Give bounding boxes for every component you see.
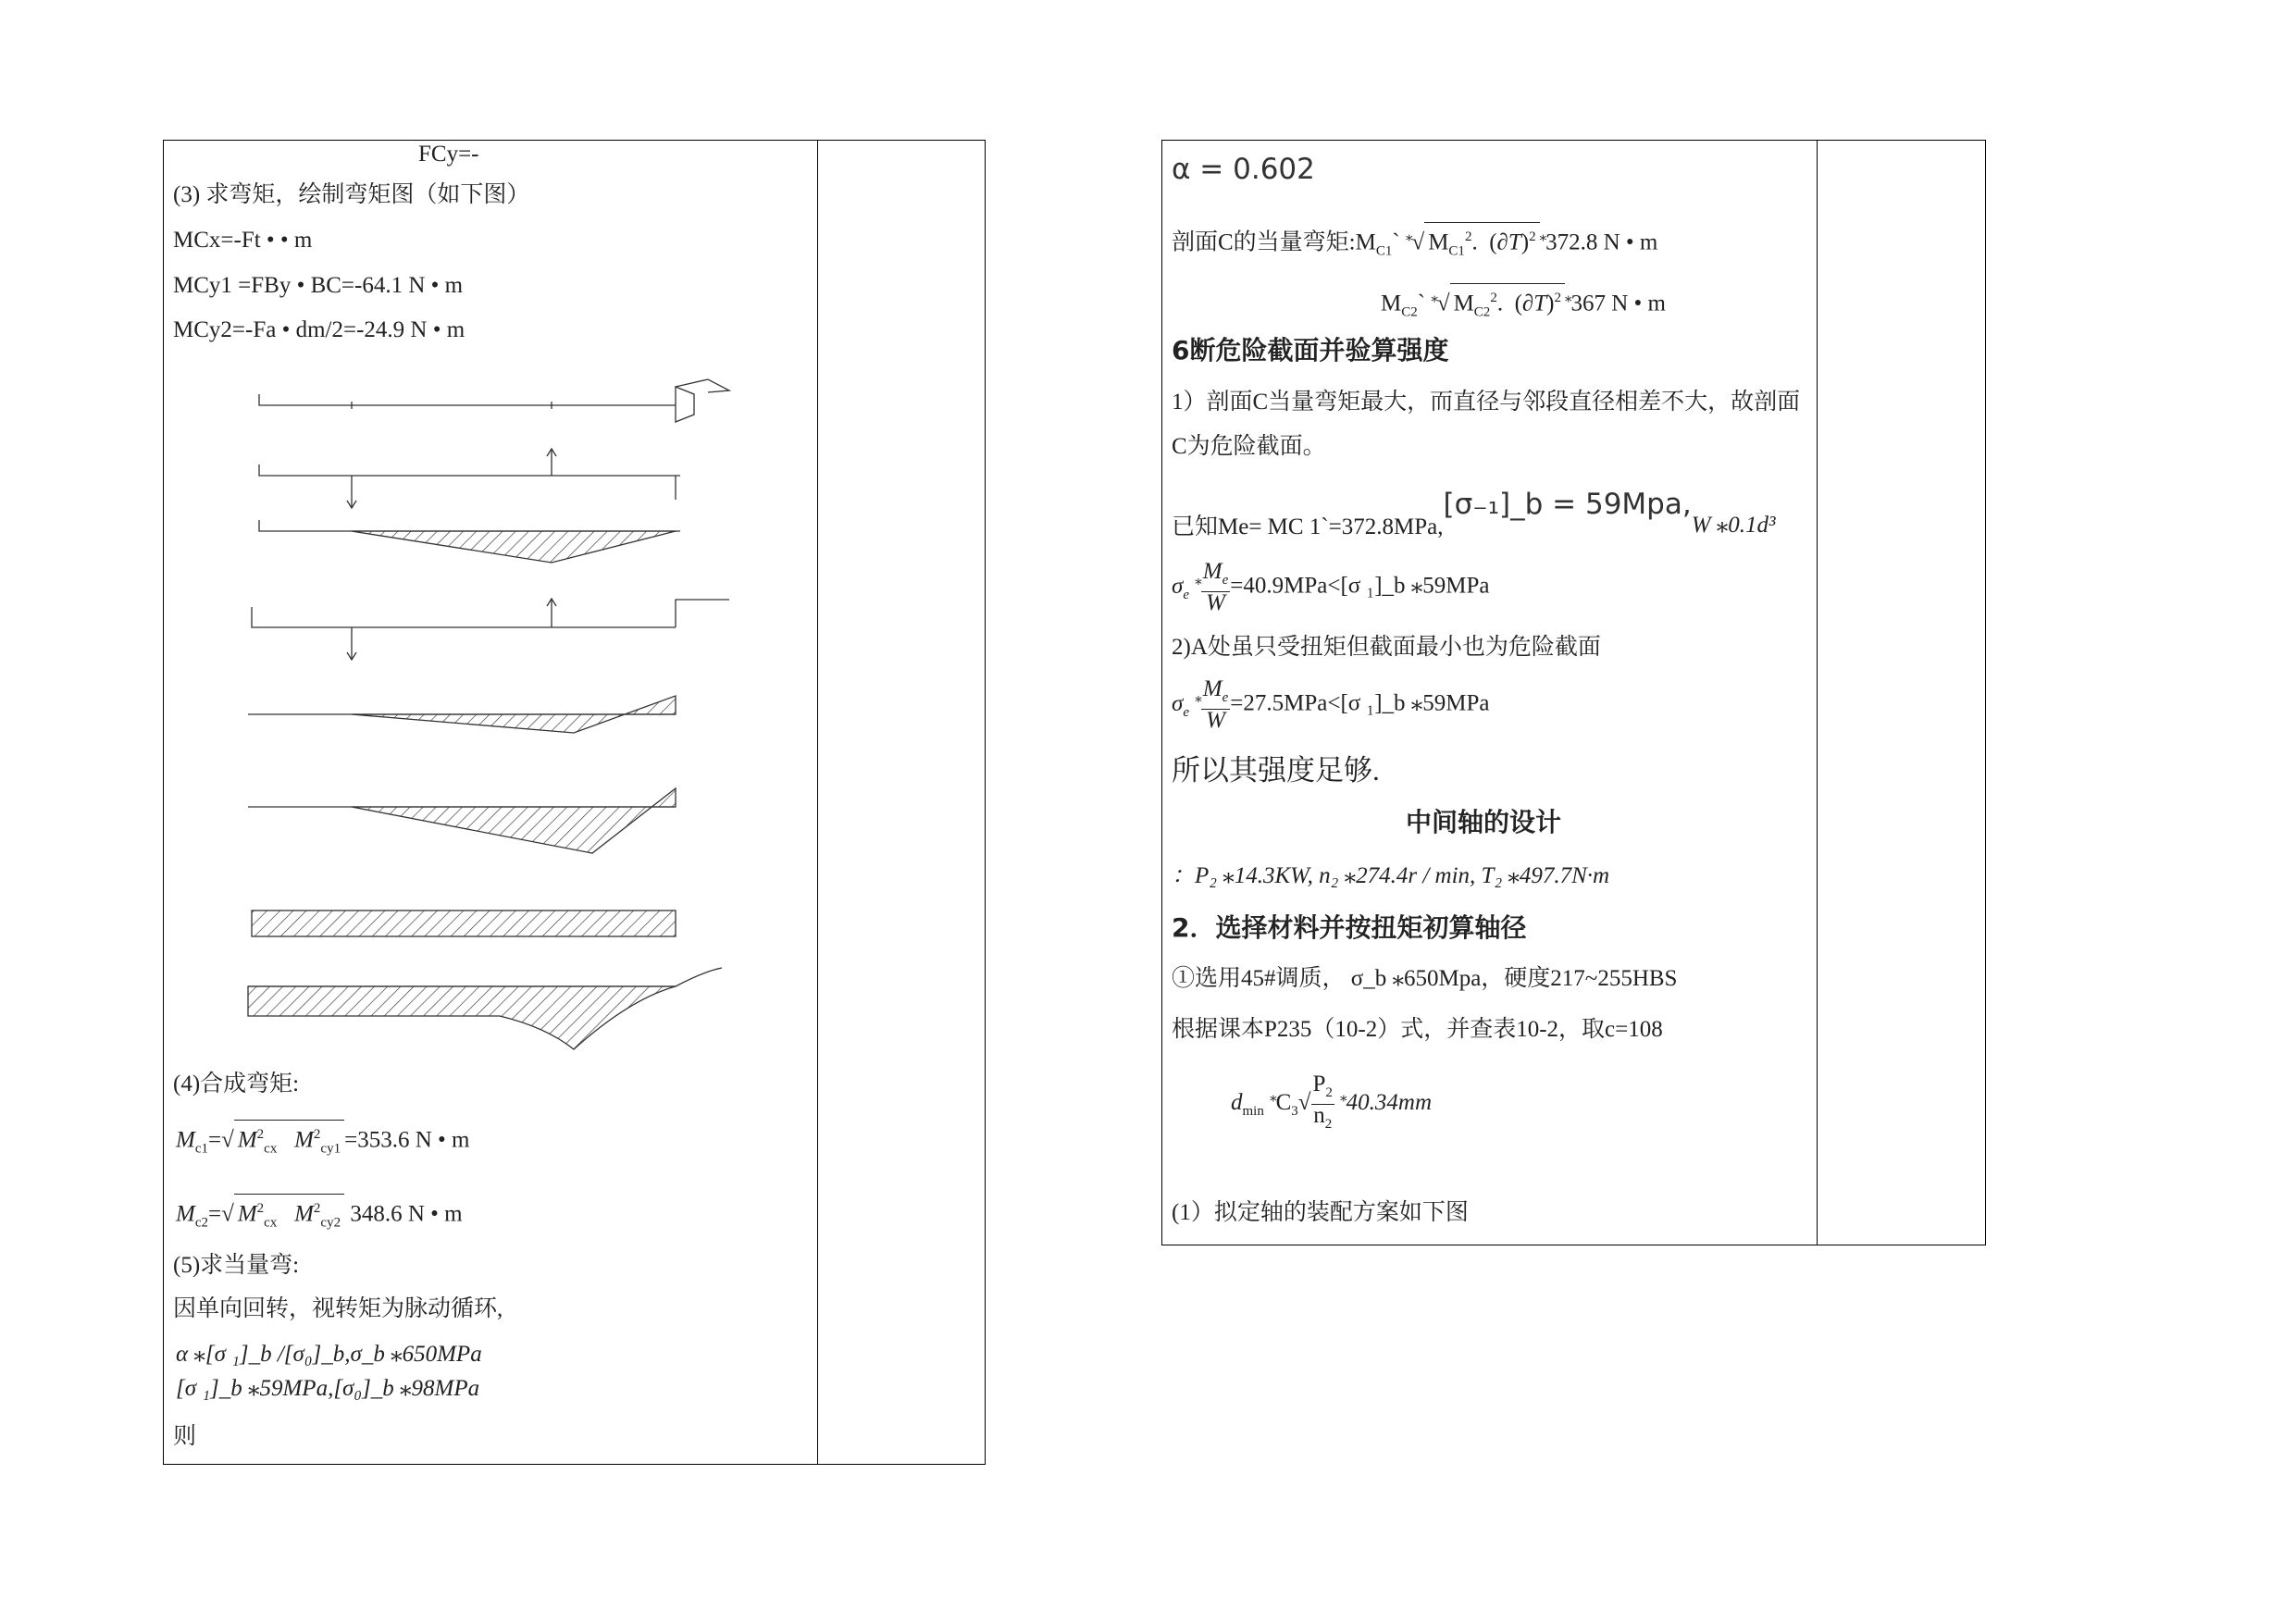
alpha-value: α = 0.602 [1172,153,1315,186]
step4-text: (4)合成弯矩: [173,1072,300,1096]
diagram-moment-2 [248,696,676,733]
diagram-moment-1 [259,520,680,563]
mid-shaft-title: 中间轴的设计 [1406,807,1562,837]
material-line: ①选用45#调质， σ_b ⁎650Mpa，硬度217~255HBS [1172,966,1678,991]
strength-enough: 所以其强度足够. [1172,754,1380,787]
then-text: 则 [173,1424,197,1449]
para1-line2: C为危险截面。 [1172,434,1326,459]
known-line: 已知Me= MC 1`=372.8MPa,[σ₋₁]_b = 59Mpa,W ⁎0.1d³ [1172,488,1776,539]
sigma-formula: [σ ₁]_b ⁎59MPa,[σ₀]_b ⁎98MPa [176,1376,480,1401]
section-c-moment-2: $M_{C2}`$ ⁎√ $M_{C2}^2$. $(\partial T)^2$ ⁎367 N • m [1381,283,1666,326]
step5-text: (5)求当量弯: [173,1253,300,1278]
bending-moment-diagrams [241,361,759,1064]
right-table-divider [1817,141,1818,1245]
mc2-formula: $M_{c2}=√$ $M^2_{cx}$ $M^2_{cy2}$ 348.6 N • m [176,1194,463,1236]
mcx-line: MCx=-Ft • • m [173,228,313,253]
diagram-loads [259,449,680,508]
section-c-moment-1: 剖面C的当量弯矩$:M_{C1}`$ ⁎√ $M_{C1}^2$. $(\partial T)^2$ ⁎372.8 N • m [1172,222,1657,265]
left-table-divider [817,141,818,1464]
sigma-e-check-1: $\sigma_e$ ⁎ $\frac{M_e}{W}$ =40.9MPa<[σ ₁]_b ⁎59MPa [1172,559,1490,615]
mc1-formula: $M_{c1}=√$ $M^2_{cx}$ $M^2_{cy1} =353.6$ N • m [176,1120,469,1162]
diagram-equivalent [248,968,722,1049]
diagram-moment-3 [248,788,676,853]
mcy1-line: MCy1 =FBy • BC=-64.1 N • m [173,273,464,298]
heading-2: 2．选择材料并按扭矩初算轴径 [1172,912,1527,943]
alpha-formula: α ⁎[σ ₁]_b /[σ₀]_b,σ_b ⁎650MPa [176,1342,482,1367]
mcy2-line: MCy2=-Fa • dm/2=-24.9 N • m [173,317,465,342]
given-values: ：P₂ ⁎14.3KW, n₂ ⁎274.4r / min, T₂ ⁎497.7N·m [1172,863,1610,888]
fcy-line: FCy=- [418,142,479,167]
step3-text: (3) 求弯矩，绘制弯矩图（如下图） [173,182,530,207]
assembly-line: (1）拟定轴的装配方案如下图 [1172,1200,1469,1225]
sigma-e-check-2: $\sigma_e$ ⁎ $\frac{M_e}{W}$ =27.5MPa<[σ ₁]_b ⁎59MPa [1172,676,1490,733]
diagram-loads-2 [252,599,729,660]
para1-line1: 1）剖面C当量弯矩最大，而直径与邻段直径相差不大，故剖面 [1172,390,1801,415]
dmin-formula: $d_{min}$ $^⁎C_3√$ $\frac{P_2}{n_2}$ ⁎40.34mm [1231,1072,1433,1132]
heading-6: 6断危险截面并验算强度 [1172,335,1449,365]
diagram-shaft [259,379,729,422]
cycle-text: 因单向回转，视转矩为脉动循环, [173,1296,503,1321]
diagram-torque [252,911,676,936]
textbook-line: 根据课本P235（10-2）式，并查表10-2，取c=108 [1172,1017,1663,1042]
para2: 2)A处虽只受扭矩但截面最小也为危险截面 [1172,635,1601,660]
